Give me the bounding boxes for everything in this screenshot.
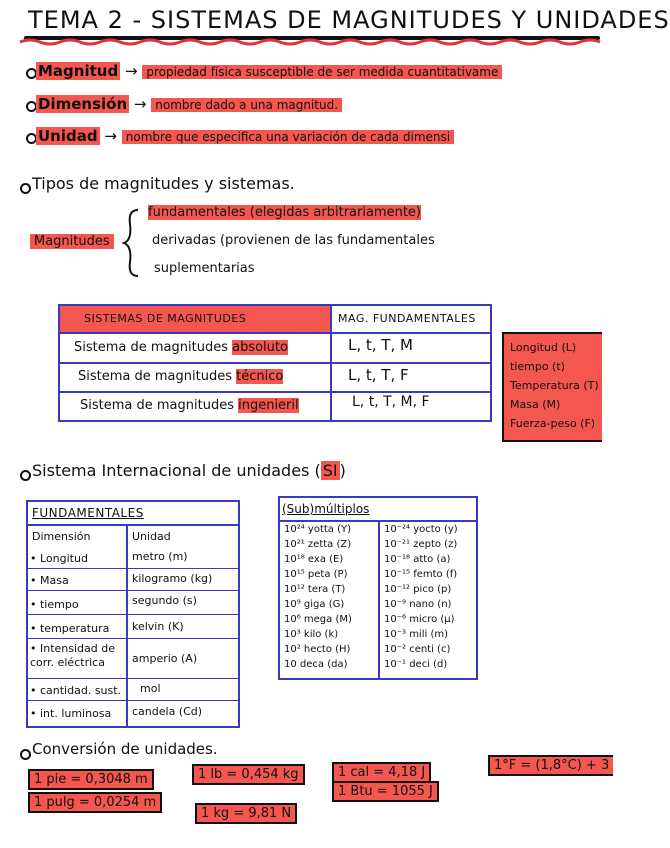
submultiple-cell: 10⁻⁶ micro (μ) [384,614,455,625]
multiple-cell: 10 deca (da) [284,659,348,670]
page-title: TEMA 2 - SISTEMAS DE MAGNITUDES Y UNIDADES [28,6,670,34]
magnitude-item-text: fundamentales (elegidas arbitrariamente) [148,205,421,220]
row-divider [28,524,238,526]
conversion-pulgada: 1 pulg = 0,0254 m [28,792,162,813]
si-abbr: SI [322,461,338,480]
submultiple-cell: 10⁻⁹ nano (n) [384,599,452,610]
conversion-libra: 1 lb = 0,454 kg [192,764,305,785]
conversion-pie: 1 pie = 0,3048 m [28,769,154,790]
systems-row-tecnico [78,369,283,384]
si-heading-close: ) [339,461,346,480]
system-name: Sistema de magnitudes [80,398,234,413]
system-mags: L, t, T, M, F [352,394,430,410]
conversion-heading: Conversión de unidades. [32,740,218,758]
legend-item: Masa (M) [510,398,561,411]
fund-header-unidad: Unidad [132,530,171,543]
multiples-row [280,599,476,614]
multiples-row [280,644,476,659]
systems-header-col2: MAG. FUNDAMENTALES [338,312,476,325]
fund-row-unit: kilogramo (kg) [132,572,213,585]
multiples-row [280,614,476,629]
multiples-row [280,629,476,644]
system-mags: L, t, T, F [348,366,409,384]
conversion-btu: 1 Btu = 1055 J [332,781,439,802]
legend-item: Fuerza-peso (F) [510,417,596,430]
definition-text: nombre dado a una magnitud. [151,98,342,112]
fund-header-dimension: Dimensión [32,530,91,543]
multiple-cell: 10⁹ giga (G) [284,599,345,610]
fund-row-unit: candela (Cd) [132,705,203,718]
submultiple-cell: 10⁻³ mili (m) [384,629,448,640]
arrow-icon: → [124,62,138,80]
arrow-icon: → [133,95,147,113]
column-divider [126,524,128,726]
types-heading: Tipos de magnitudes y sistemas. [32,174,295,193]
system-name: Sistema de magnitudes [74,340,228,355]
row-divider [28,568,238,569]
system-mags: L, t, T, M [348,336,413,354]
conversion-kg: 1 kg = 9,81 N [195,803,297,824]
fund-row-dim: • tiempo [30,598,79,611]
conversion-caloria: 1 cal = 4,18 J [332,762,431,783]
magnitude-item-fundamentales [148,205,421,220]
fundamentales-table [26,500,240,728]
bullet-icon [20,470,31,481]
row-divider [28,700,238,701]
row-divider [60,362,490,364]
row-divider [28,678,238,679]
multiples-row [280,524,476,539]
multiple-cell: 10¹⁸ exa (E) [284,554,344,565]
system-kind: ingenieril [238,398,299,413]
submultiple-cell: 10⁻²¹ zepto (z) [384,539,458,550]
term: Unidad [38,127,98,145]
multiple-cell: 10¹⁵ peta (P) [284,569,348,580]
multiple-cell: 10¹² tera (T) [284,584,346,595]
multiples-row [280,569,476,584]
fund-row-unit: mol [140,682,161,695]
legend-item: Longitud (L) [510,341,577,354]
systems-row-absoluto [74,340,288,355]
row-divider [28,590,238,591]
definition-unidad [36,127,454,145]
system-name: Sistema de magnitudes [78,369,232,384]
definition-dimension [36,95,342,113]
systems-row-ingenieril [80,398,299,413]
multiple-cell: 10⁶ mega (M) [284,614,352,625]
multiple-cell: 10²¹ zetta (Z) [284,539,352,550]
multiple-cell: 10³ kilo (k) [284,629,339,640]
legend-box [502,332,602,442]
multiples-row [280,584,476,599]
brace-icon [122,208,142,278]
fund-row-unit: segundo (s) [132,594,197,607]
title-wave-decoration [20,38,600,46]
fund-row-unit: metro (m) [132,550,188,563]
multiples-row [280,659,476,674]
fund-row-dim: • Longitud [30,552,88,565]
multiples-row [280,554,476,569]
system-kind: absoluto [232,340,288,355]
fund-row-unit: kelvin (K) [132,620,184,633]
multiple-cell: 10²⁴ yotta (Y) [284,524,352,535]
si-heading [32,461,346,480]
multiples-row [280,539,476,554]
multiples-rows [280,524,476,674]
si-heading-text: Sistema Internacional de unidades ( [32,461,321,480]
legend-item: Temperatura (T) [510,379,599,392]
fundamentales-title: FUNDAMENTALES [32,506,144,520]
conversion-fahrenheit: 1°F = (1,8°C) + 3 [488,755,613,776]
systems-header-col1: SISTEMAS DE MAGNITUDES [84,312,247,325]
systems-table [58,304,492,422]
definition-magnitud [36,62,502,80]
row-divider [60,332,490,334]
submultiple-cell: 10⁻¹² pico (p) [384,584,452,595]
legend-item: tiempo (t) [510,360,565,373]
fund-row-unit: amperio (A) [132,652,198,665]
submultiple-cell: 10⁻² centi (c) [384,644,451,655]
definition-text: propiedad física susceptible de ser medida cuantitativame [142,65,502,79]
submultiple-cell: 10⁻²⁴ yocto (y) [384,524,458,535]
definition-text: nombre que especifica una variación de cada dimensi [122,130,454,144]
row-divider [28,614,238,615]
fund-row-dim: • Intensidad de corr. eléctrica [30,642,115,669]
arrow-icon: → [104,127,117,145]
fund-row-dim: • temperatura [30,622,110,635]
row-divider [60,391,490,393]
submultiple-cell: 10⁻¹⁸ atto (a) [384,554,451,565]
multiples-table [278,496,478,680]
multiple-cell: 10² hecto (H) [284,644,351,655]
submultiple-cell: 10⁻¹ deci (d) [384,659,448,670]
fund-row-dim: • cantidad. sust. [30,684,122,697]
bullet-icon [20,183,31,194]
magnitude-item-suplementarias: suplementarias [154,261,255,276]
bullet-icon [20,749,31,760]
magnitudes-label: Magnitudes [30,234,114,249]
submultiple-cell: 10⁻¹⁵ femto (f) [384,569,458,580]
multiples-title: (Sub)múltiplos [282,502,370,516]
row-divider [28,638,238,639]
term: Magnitud [38,62,119,80]
term: Dimensión [38,95,128,113]
magnitude-item-derivadas: derivadas (provienen de las fundamentales [152,233,435,248]
system-kind: técnico [236,369,284,384]
fund-row-dim: • int. luminosa [30,707,112,720]
fund-row-dim: • Masa [30,574,69,587]
